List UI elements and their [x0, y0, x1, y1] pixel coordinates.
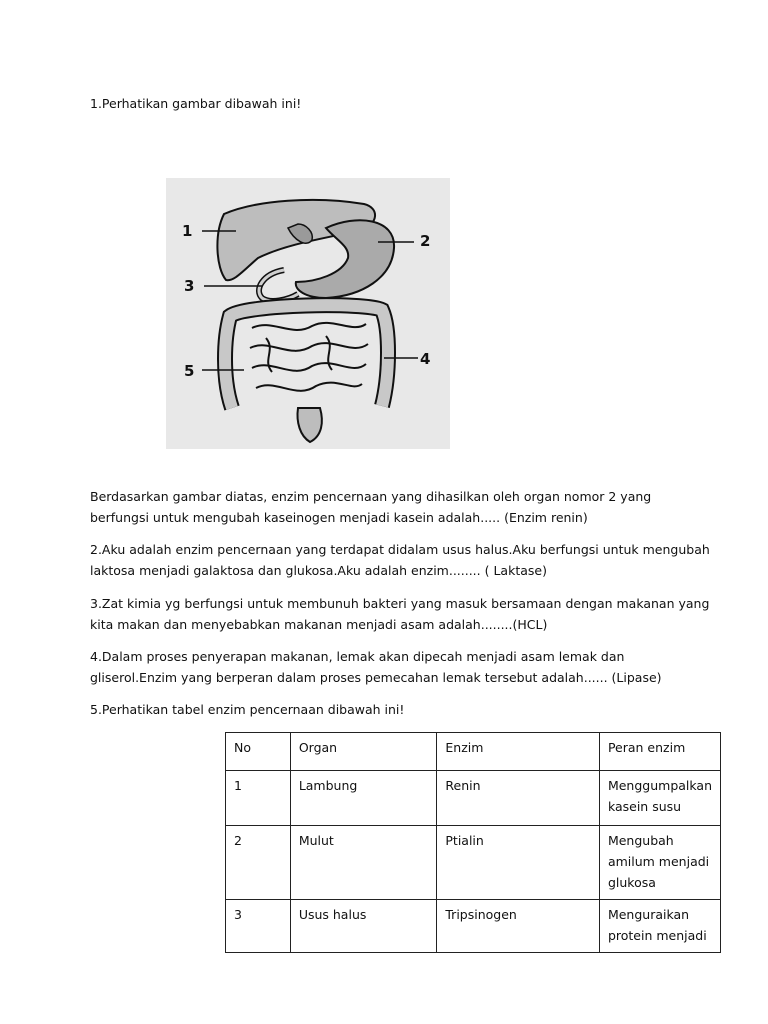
cell-peran: Menggumpalkan kasein susu: [599, 771, 720, 826]
digestive-system-drawing: [166, 178, 450, 449]
question-3: 3.Zat kimia yg berfungsi untuk membunuh bakteri yang masuk bersamaan dengan makanan yang kita makan dan menyebabkan makanan menjadi asam adalah........(HCL): [90, 596, 710, 632]
cell-organ: Lambung: [290, 771, 437, 826]
cell-organ: Usus halus: [290, 900, 437, 953]
header-enzim: Enzim: [437, 733, 600, 771]
question-5-title: 5.Perhatikan tabel enzim pencernaan dibawah ini!: [90, 702, 405, 717]
cell-organ: Mulut: [290, 826, 437, 900]
figure-label-4: 4: [420, 350, 431, 368]
table-row: [226, 826, 721, 900]
cell-no: 3: [226, 900, 291, 953]
figure-label-5: 5: [184, 362, 195, 380]
table-row: [226, 900, 721, 953]
figure-label-1: 1: [182, 222, 193, 240]
cell-no: 2: [226, 826, 291, 900]
question-1-text: Berdasarkan gambar diatas, enzim pencernaan yang dihasilkan oleh organ nomor 2 yang berfungsi untuk mengubah kaseinogen menjadi kasein adalah..... (Enzim renin): [90, 489, 652, 525]
cell-peran: Menguraikan protein menjadi: [599, 900, 720, 953]
header-organ: Organ: [290, 733, 437, 771]
large-intestine-shape: [225, 305, 388, 408]
cell-enzim: Tripsinogen: [437, 900, 600, 953]
cell-peran: Mengubah amilum menjadi glukosa: [599, 826, 720, 900]
header-no: No: [226, 733, 291, 771]
table-row: [226, 771, 721, 826]
figure-label-2: 2: [420, 232, 431, 250]
header-peran-enzim: Peran enzim: [599, 733, 720, 771]
enzyme-table: [225, 732, 721, 953]
cell-enzim: Ptialin: [437, 826, 600, 900]
cell-no: 1: [226, 771, 291, 826]
question-4: 4.Dalam proses penyerapan makanan, lemak akan dipecah menjadi asam lemak dan gliserol.Enzim yang berperan dalam proses pemecahan lemak tersebut adalah...... (Lipase): [90, 649, 662, 685]
question-2: 2.Aku adalah enzim pencernaan yang terdapat didalam usus halus.Aku berfungsi untuk mengubah laktosa menjadi galaktosa dan glukosa.Aku adalah enzim........ ( Laktase): [90, 542, 710, 578]
rectum-shape: [298, 408, 322, 442]
table-header-row: [226, 733, 721, 771]
question-1-title: 1.Perhatikan gambar dibawah ini!: [90, 96, 302, 111]
cell-enzim: Renin: [437, 771, 600, 826]
figure-label-3: 3: [184, 277, 195, 295]
digestive-system-figure: [166, 178, 450, 449]
small-intestine-shape: [250, 323, 368, 391]
